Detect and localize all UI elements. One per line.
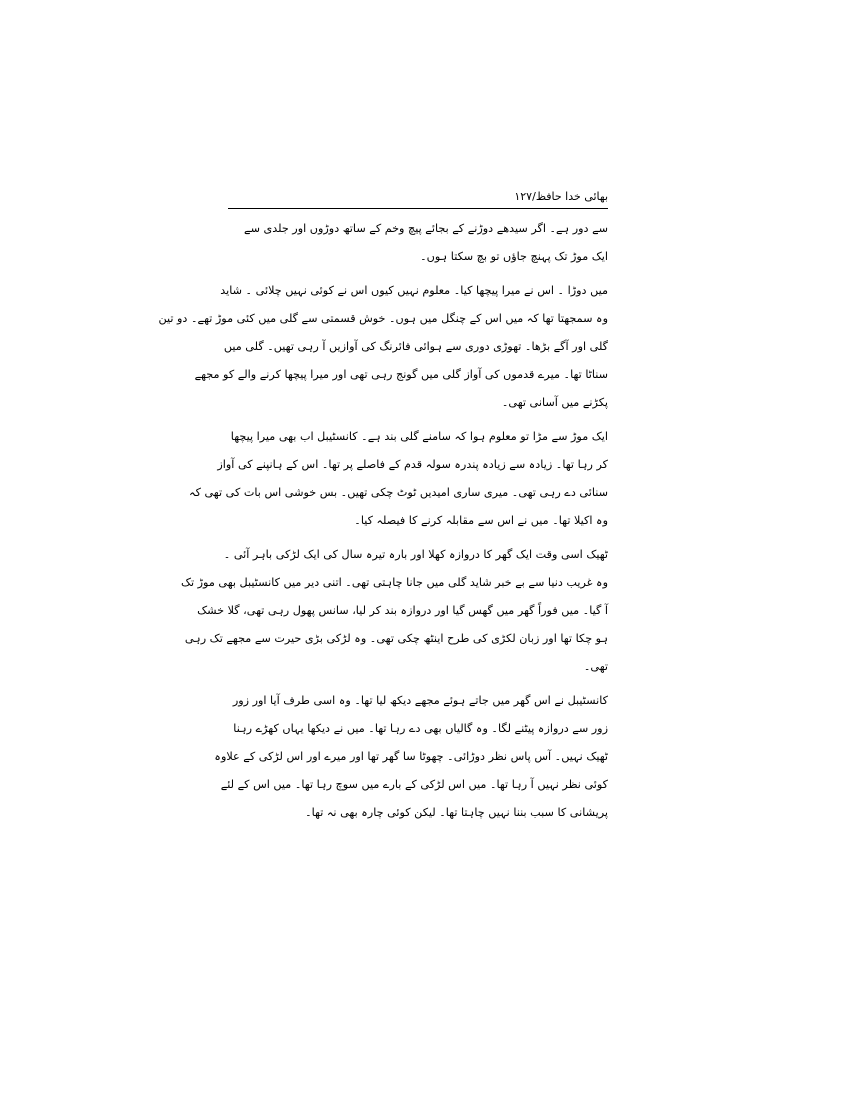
text-line: کر رہا تھا۔ زیادہ سے زیادہ پندرہ سولہ قدم کے فاصلے پر تھا۔ اس کے ہانپنے کی آواز	[217, 458, 608, 471]
paragraph	[189, 423, 608, 535]
text-line: کانسٹیبل نے اس گھر میں جاتے ہوئے مجھے دیکھ لیا تھا۔ وہ اسی طرف آیا اور زور	[232, 694, 608, 707]
text-line: کوئی نظر نہیں آ رہا تھا۔ میں اس لڑکی کے بارے میں سوچ رہا تھا۔ میں اس کے لئے	[220, 778, 608, 791]
page-body	[158, 215, 608, 827]
text-line: ہو چکا تھا اور زبان لکڑی کی طرح اینٹھ چکی تھی۔ وہ لڑکی بڑی حیرت سے مجھے تک رہی	[184, 632, 608, 645]
text-line: پکڑنے میں آسانی تھی۔	[501, 396, 608, 409]
text-line: آ گیا۔ میں فوراً گھر میں گھس گیا اور دروازہ بند کر لیا، سانس پھول رہی تھی، گلا خشک	[197, 604, 608, 617]
header-separator: /	[532, 190, 536, 203]
paragraph	[180, 541, 608, 681]
text-line: تھی۔	[583, 660, 608, 673]
text-line: ٹھیک نہیں۔ آس پاس نظر دوڑائی۔ چھوٹا سا گھر تھا اور میرے اور اس لڑکی کے علاوہ	[214, 750, 608, 763]
text-line: سے دور ہے۔ اگر سیدھے دوڑنے کے بجائے پیچ وخم کے ساتھ دوڑوں اور جلدی سے	[244, 222, 608, 235]
paragraph	[158, 277, 608, 417]
text-line: وہ غریب دنیا سے بے خبر شاید گلی میں جانا چاہتی تھی۔ اتنی دیر میں کانسٹیبل بھی موڑ تک	[180, 576, 608, 589]
paragraph	[228, 215, 608, 271]
text-line: میں دوڑا ۔ اس نے میرا پیچھا کیا۔ معلوم نہیں کیوں اس نے کوئی نہیں چلائی ۔ شاید	[220, 284, 608, 297]
book-page	[158, 190, 608, 827]
text-line: پریشانی کا سبب بننا نہیں چاہتا تھا۔ لیکن کوئی چارہ بھی نہ تھا۔	[305, 806, 608, 819]
text-line: وہ سمجھتا تھا کہ میں اس کے چنگل میں ہوں۔ خوش قسمتی سے گلی میں کئی موڑ تھے۔ دو تین	[158, 312, 608, 325]
text-line: زور سے دروازہ پیٹنے لگا۔ وہ گالیاں بھی دے رہا تھا۔ میں نے دیکھا یہاں کھڑے رہنا	[233, 722, 608, 735]
text-line: سناٹا تھا۔ میرے قدموں کی آواز گلی میں گونج رہی تھی اور میرا پیچھا کرنے والے کو مجھے	[194, 368, 608, 381]
text-line: گلی اور آگے بڑھا۔ تھوڑی دوری سے ہوائی فائرنگ کی آوازیں آ رہی تھیں۔ گلی میں	[223, 340, 608, 353]
text-line: ایک موڑ سے مڑا تو معلوم ہوا کہ سامنے گلی بند ہے۔ کانسٹیبل اب بھی میرا پیچھا	[230, 430, 608, 443]
text-line: وہ اکیلا تھا۔ میں نے اس سے مقابلہ کرنے کا فیصلہ کیا۔	[354, 514, 608, 527]
text-line: سنائی دے رہی تھی۔ میری ساری امیدیں ٹوٹ چکی تھیں۔ بس خوشی اس بات کی تھی کہ	[189, 486, 608, 499]
running-header	[228, 190, 608, 209]
page-number: ۱۲۷	[514, 190, 533, 203]
paragraph	[214, 687, 608, 827]
text-line: ٹھیک اسی وقت ایک گھر کا دروازہ کھلا اور بارہ تیرہ سال کی ایک لڑکی باہر آئی ۔	[223, 548, 608, 561]
text-line: ایک موڑ تک پہنچ جاؤں تو بچ سکتا ہوں۔	[420, 250, 608, 263]
book-title: بھائی خدا حافظ	[535, 190, 608, 203]
